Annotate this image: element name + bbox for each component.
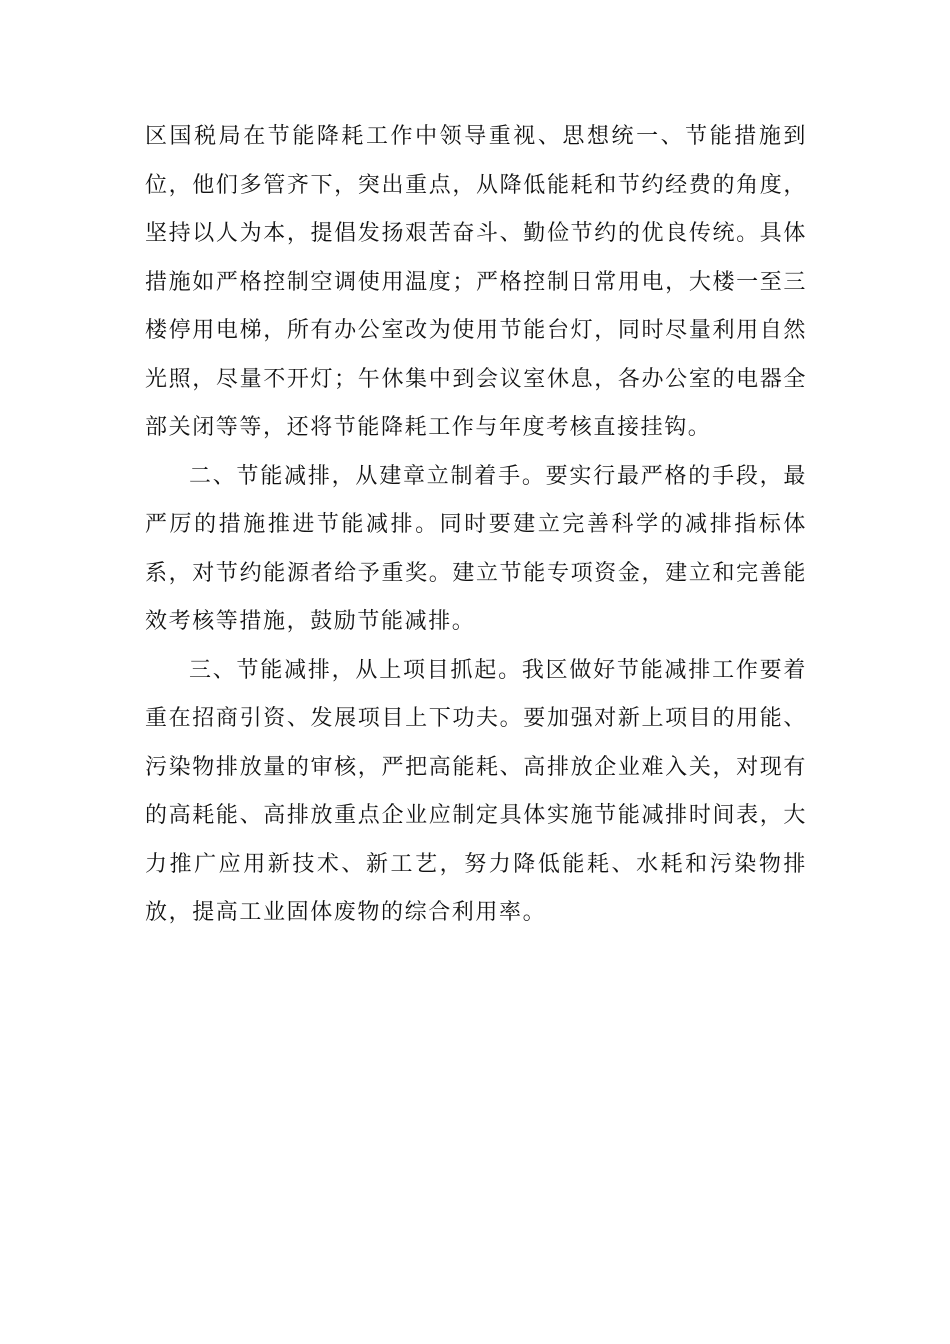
document-body bbox=[145, 113, 807, 938]
paragraph-section-two: 二、节能减排，从建章立制着手。要实行最严格的手段，最严厉的措施推进节能减排。同时要建立完善科学的减排指标体系，对节约能源者给予重奖。建立节能专项资金，建立和完善能效考核等措施，鼓励节能减排。 bbox=[145, 463, 807, 634]
paragraph-section-three: 三、节能减排，从上项目抓起。我区做好节能减排工作要着重在招商引资、发展项目上下功夫。要加强对新上项目的用能、污染物排放量的审核，严把高能耗、高排放企业难入关，对现有的高耗能、高排放重点企业应制定具体实施节能减排时间表，大力推广应用新技术、新工艺，努力降低能耗、水耗和污染物排放，提高工业固体废物的综合利用率。 bbox=[145, 657, 807, 925]
paragraph-continuation: 区国税局在节能降耗工作中领导重视、思想统一、节能措施到位，他们多管齐下，突出重点，从降低能耗和节约经费的角度，坚持以人为本，提倡发扬艰苦奋斗、勤俭节约的优良传统。具体措施如严格控制空调使用温度；严格控制日常用电，大楼一至三楼停用电梯，所有办公室改为使用节能台灯，同时尽量利用自然光照，尽量不开灯；午休集中到会议室休息，各办公室的电器全部关闭等等，还将节能降耗工作与年度考核直接挂钩。 bbox=[145, 124, 807, 440]
